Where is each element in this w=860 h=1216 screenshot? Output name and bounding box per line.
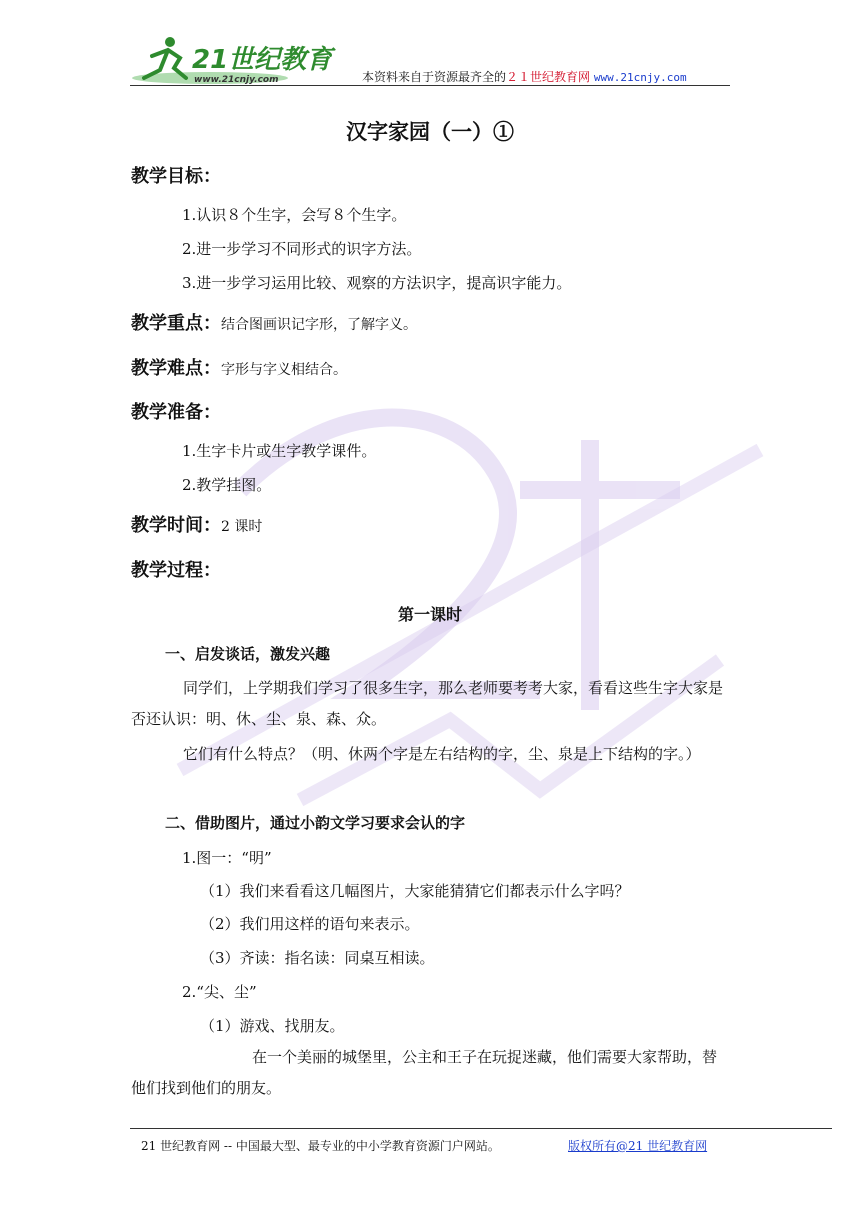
part1-heading: 一、启发谈话，激发兴趣 [165,645,331,663]
header-divider [130,85,730,86]
part2-subitem: （3）齐读：指名读：同桌互相读。 [200,949,435,967]
prep-item: 1.生字卡片或生字教学课件。 [182,442,377,460]
part1-paragraph: 同学们，上学期我们学习了很多生字，那么老师要考考大家，看看这些生字大家是否还认识：明、休、尘、泉、森、众。 [131,679,724,728]
page-title: 汉字家园（一）① [346,119,514,144]
process-heading: 教学过程： [131,560,221,581]
prep-heading: 教学准备： [131,402,221,423]
logo-url: www.21cnjy.com [194,75,279,85]
site-logo[interactable] [130,34,340,88]
footer-copyright-link[interactable]: 版权所有@21 世纪教育网 [568,1139,708,1153]
difficulty-heading: 教学难点： [131,358,221,379]
logo-title: 21世纪教育 [192,45,333,75]
difficulty-row [131,354,347,380]
part2-heading: 二、借助图片，通过小韵文学习要求会认的字 [165,814,466,832]
part2-item: 2.“尖、尘” [182,983,257,1001]
focus-text: 结合图画识记字形，了解字义。 [221,317,417,333]
part1-paragraph: 它们有什么特点？（明、休两个字是左右结构的字，尘、泉是上下结构的字。） [183,745,701,763]
part2-paragraph: 在一个美丽的城堡里，公主和王子在玩捉迷藏，他们需要大家帮助，替他们找到他们的朋友。 [131,1048,718,1097]
goals-heading: 教学目标： [131,166,221,187]
focus-heading: 教学重点： [131,313,221,334]
footer-text: 21 世纪教育网 -- 中国最大型、最专业的中小学教育资源门户网站。 [141,1139,500,1153]
difficulty-text: 字形与字义相结合。 [221,362,347,378]
part2-item: 1.图一：“明” [182,849,272,867]
goal-item: 1.认识８个生字，会写８个生字。 [182,206,407,224]
time-row [131,511,262,537]
lesson-title: 第一课时 [397,605,462,624]
time-heading: 教学时间： [131,515,221,536]
header-notice-prefix: 本资料来自于资源最齐全的 [362,70,507,84]
header-notice-site[interactable]: ２１世纪教育网 [506,70,591,84]
header-notice-url[interactable]: www.21cnjy.com [593,71,687,84]
goal-item: 3.进一步学习运用比较、观察的方法识字，提高识字能力。 [182,274,572,292]
part2-subitem: （2）我们用这样的语句来表示。 [200,915,420,933]
prep-item: 2.教学挂图。 [182,476,272,494]
part2-subitem: （1）游戏、找朋友。 [200,1017,345,1035]
focus-row [131,309,417,335]
footer-divider [130,1128,832,1129]
part2-subitem: （1）我们来看看这几幅图片，大家能猜猜它们都表示什么字吗？ [200,882,630,900]
goal-item: 2.进一步学习不同形式的识字方法。 [182,240,422,258]
header-notice [362,68,687,85]
time-text: 2 课时 [221,519,263,535]
